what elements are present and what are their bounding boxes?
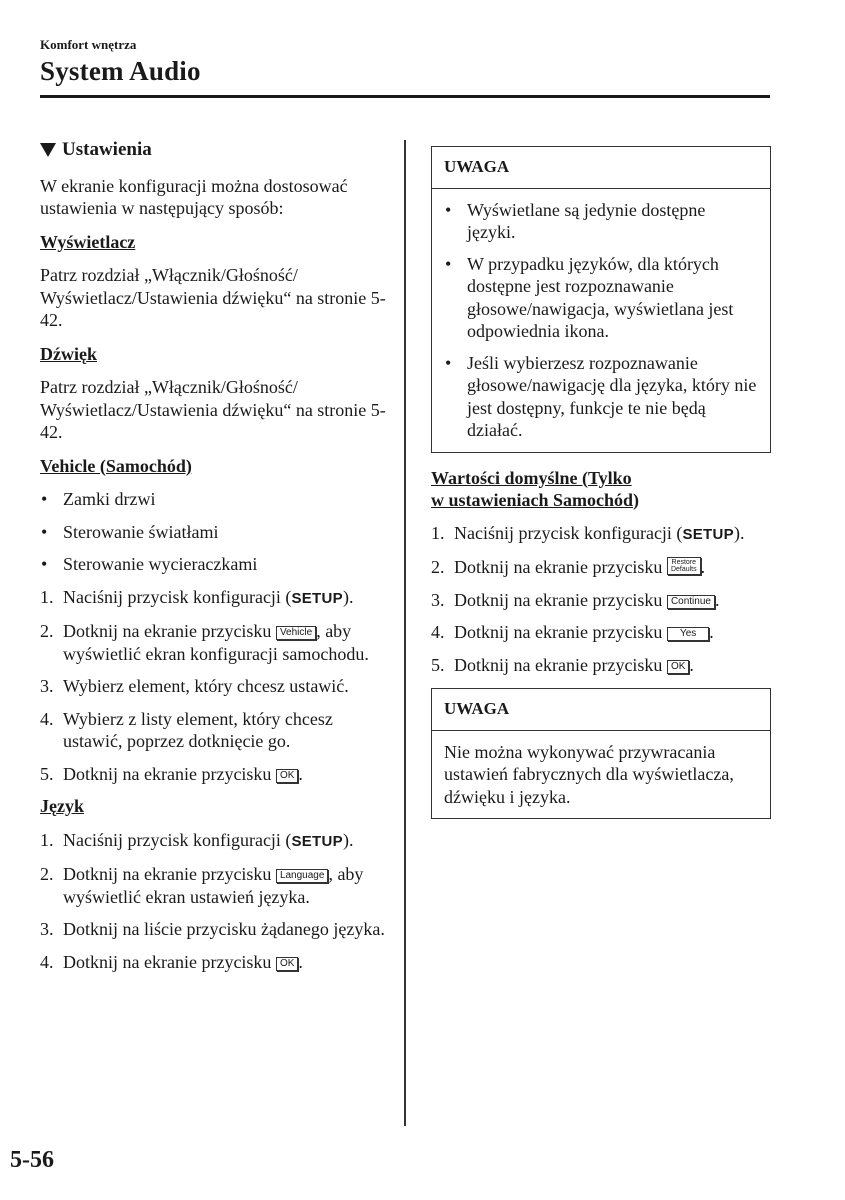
title-rule (40, 95, 770, 98)
left-column (40, 139, 392, 983)
step-number: 3. (40, 676, 54, 696)
step-text: Dotknij na ekranie przycisku (63, 951, 276, 972)
settings-heading (40, 139, 392, 162)
page-title: System Audio (40, 56, 201, 86)
ok-button: OK (276, 957, 298, 971)
step-text: Dotknij na ekranie przycisku (454, 557, 667, 577)
step-item (40, 918, 392, 941)
defaults-subheading-line: Wartości domyślne (Tylko (431, 467, 632, 488)
restore-defaults-button (667, 557, 701, 575)
settings-heading-text: Ustawienia (62, 139, 152, 160)
step-text: . (700, 557, 706, 577)
step-number: 1. (40, 829, 54, 850)
sound-subheading: Dźwięk (40, 343, 97, 364)
step-item (40, 675, 392, 698)
step-text: Dotknij na ekranie przycisku (454, 622, 667, 642)
step-text: Naciśnij przycisk konfiguracji ( (454, 522, 683, 543)
step-text: . (714, 589, 720, 610)
yes-button: Yes (667, 627, 709, 641)
vehicle-subheading: Vehicle (Samochód) (40, 455, 192, 476)
setup-key-label: SETUP (682, 525, 734, 543)
list-item: • W przypadku języków, dla których dostępne jest rozpoznawanie głosowe/nawigacja, wyświetlana jest odpowiednia ikona. (444, 253, 758, 343)
list-item: • Sterowanie światłami (40, 521, 392, 544)
button-label: Restore (671, 559, 697, 566)
step-item (40, 763, 392, 786)
step-number: 1. (431, 522, 445, 543)
section-label: Komfort wnętrza (40, 37, 137, 52)
step-text: ). (342, 586, 354, 607)
list-item: • Jeśli wybierzesz rozpoznawanie głosowe/nawigację dla języka, który nie jest dostępny, funkcje te nie będą działać. (444, 352, 758, 442)
step-item (40, 708, 392, 753)
step-item (40, 620, 392, 665)
step-number: 5. (431, 654, 445, 675)
step-text: . (689, 654, 694, 675)
step-item (40, 586, 392, 611)
note-box (431, 688, 771, 819)
sound-text: Patrz rozdział „Włącznik/Głośność/ Wyświetlacz/Ustawienia dźwięku“ na stronie 5-42. (40, 377, 386, 442)
step-item (40, 863, 392, 908)
step-text: ). (342, 829, 354, 850)
page-number: 5-56 (10, 1147, 54, 1173)
setup-key-label: SETUP (291, 832, 343, 850)
note-title: UWAGA (432, 147, 770, 189)
step-item (431, 522, 771, 547)
step-text: Dotknij na ekranie przycisku (454, 654, 667, 675)
step-text: . (709, 622, 714, 642)
step-text: , aby wyświetlić ekran konfiguracji samochodu. (63, 621, 369, 664)
step-number: 2. (431, 557, 445, 577)
vehicle-steps (40, 586, 392, 786)
step-number: 3. (431, 589, 445, 610)
right-column (431, 146, 771, 839)
step-item (40, 829, 392, 854)
ok-button: OK (276, 769, 298, 783)
step-number: 4. (431, 622, 445, 642)
note-bullet-list (444, 199, 758, 442)
step-text: . (298, 763, 303, 784)
vehicle-bullet-list (40, 488, 392, 576)
setup-key-label: SETUP (291, 589, 343, 607)
language-steps (40, 829, 392, 974)
list-item: • Wyświetlane są jedynie dostępne języki. (444, 199, 758, 244)
step-text: Wybierz z listy element, który chcesz ustawić, poprzez dotknięcie go. (63, 708, 333, 751)
note-body (432, 189, 770, 452)
step-number: 4. (40, 951, 54, 972)
step-text: Wybierz element, który chcesz ustawić. (63, 676, 349, 696)
step-number: 2. (40, 864, 54, 884)
step-item (431, 589, 771, 612)
list-item: • Zamki drzwi (40, 488, 392, 511)
step-number: 4. (40, 708, 54, 729)
note-title: UWAGA (432, 689, 770, 731)
vehicle-button: Vehicle (276, 626, 316, 640)
display-text: Patrz rozdział „Włącznik/Głośność/ Wyświetlacz/Ustawienia dźwięku“ na stronie 5-42. (40, 265, 386, 330)
step-text: Dotknij na ekranie przycisku (63, 763, 276, 784)
defaults-subheading-line: w ustawieniach Samochód) (431, 489, 640, 510)
language-subheading: Język (40, 796, 84, 816)
step-item (40, 951, 392, 974)
language-button: Language (276, 869, 329, 883)
continue-button: Continue (667, 595, 715, 609)
step-number: 3. (40, 919, 54, 939)
defaults-subheading (431, 467, 771, 511)
step-text: Dotknij na ekranie przycisku (454, 589, 667, 610)
step-item (431, 654, 771, 677)
list-item: • Sterowanie wycieraczkami (40, 553, 392, 576)
triangle-down-icon (40, 143, 56, 157)
defaults-steps (431, 522, 771, 677)
display-subheading: Wyświetlacz (40, 231, 136, 252)
ok-button: OK (667, 660, 689, 674)
step-text: ). (733, 522, 745, 543)
step-text: , aby wyświetlić ekran ustawień języka. (63, 864, 364, 907)
step-text: Dotknij na liście przycisku żądanego języka. (63, 919, 385, 939)
button-label: Defaults (670, 566, 697, 573)
step-text: Dotknij na ekranie przycisku (63, 621, 276, 641)
note-box (431, 146, 771, 453)
intro-text: W ekranie konfiguracji można dostosować ustawienia w następujący sposób: (40, 175, 348, 218)
step-text: Naciśnij przycisk konfiguracji ( (63, 586, 292, 607)
note-text: Nie można wykonywać przywracania ustawień fabrycznych dla wyświetlacza, dźwięku i języka. (444, 741, 734, 807)
step-text: . (298, 951, 303, 972)
step-text: Naciśnij przycisk konfiguracji ( (63, 829, 292, 850)
step-number: 2. (40, 621, 54, 641)
step-number: 1. (40, 586, 54, 607)
step-item (431, 556, 771, 579)
step-item (431, 621, 771, 644)
step-number: 5. (40, 763, 54, 784)
column-divider (404, 140, 406, 1126)
step-text: Dotknij na ekranie przycisku (63, 864, 276, 884)
